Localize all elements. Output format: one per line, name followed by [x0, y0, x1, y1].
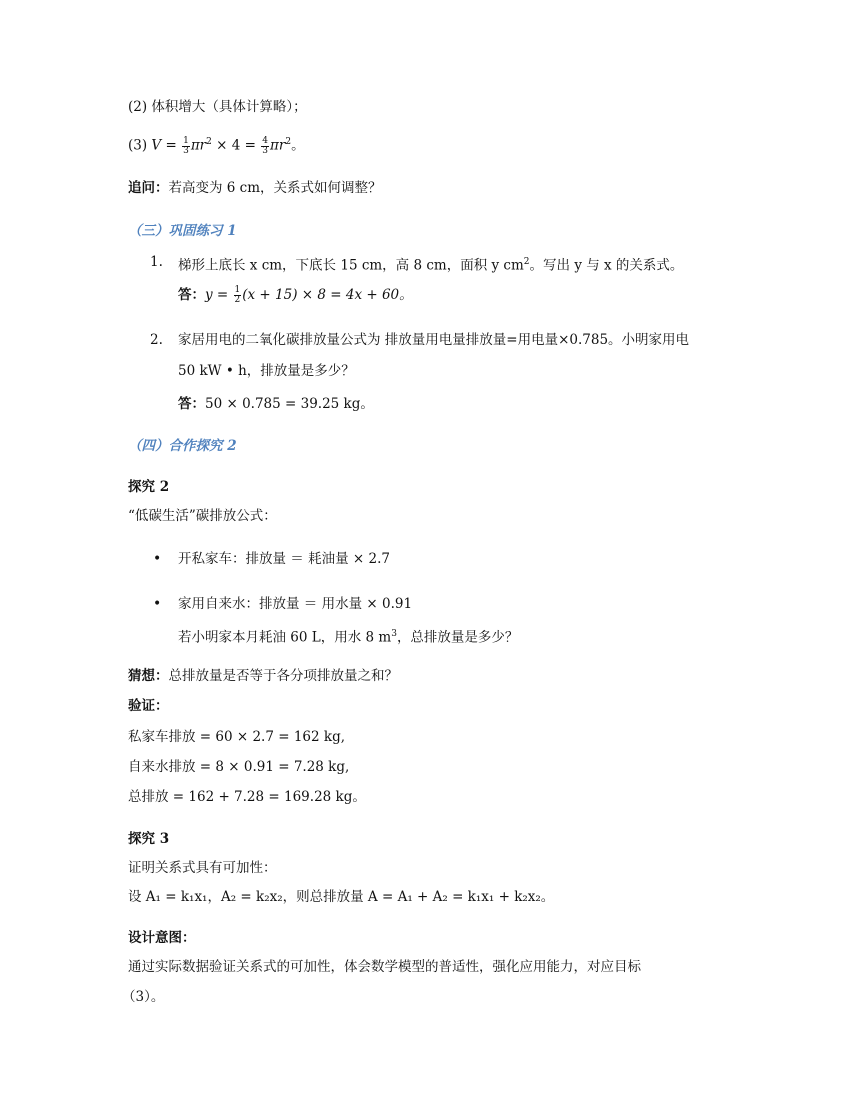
- design-intent-label: 设计意图：: [128, 930, 196, 946]
- exponent: 2: [285, 137, 292, 147]
- section-heading-3: （三）巩固练习 1: [128, 223, 237, 239]
- exercise-2-number: 2.: [150, 332, 163, 348]
- fraction-denominator: 3: [262, 145, 268, 156]
- fraction: [234, 286, 242, 305]
- exercise-2-text: 家居用电的二氧化碳排放量公式为 排放量用电量排放量=用电量×0.785。小明家用电: [178, 332, 690, 348]
- exercise-1-text-b: 。写出 y 与 x 的关系式。: [529, 257, 684, 274]
- fraction-numerator: 1: [234, 285, 241, 295]
- guess-line: [128, 666, 398, 686]
- set-formula-line: 设 A₁ = k₁x₁，A₂ = k₂x₂，则总排放量 A = A₁ + A₂ = k₁x₁ + k₂x₂。: [128, 889, 555, 905]
- exponent: 3: [391, 629, 397, 639]
- exercise-2-answer: [178, 394, 374, 414]
- question-text-b: ，总排放量是多少？: [396, 629, 519, 646]
- answer-text: 50 × 0.785 = 39.25 kg。: [205, 396, 374, 412]
- verify-line-total: 总排放 = 162 + 7.28 = 169.28 kg。: [128, 789, 366, 805]
- exercise-1-number: 1.: [150, 254, 163, 270]
- exercise-1-text-a: 梯形上底长 x cm，下底长 15 cm，高 8 cm，面积 y cm: [178, 257, 524, 274]
- formula-part: 。: [291, 137, 305, 154]
- guess-text: 总排放量是否等于各分项排放量之和？: [168, 668, 398, 684]
- followup-label: 追问：: [128, 180, 169, 196]
- formula-part: πr: [270, 137, 286, 154]
- answer-line-2: (2) 体积增大（具体计算略）；: [128, 99, 307, 115]
- verify-line-car: 私家车排放 = 60 × 2.7 = 162 kg,: [128, 729, 346, 745]
- fraction: [261, 137, 269, 156]
- guess-label: 猜想：: [128, 668, 169, 684]
- answer-label: 答：: [178, 396, 205, 412]
- item-prefix: (3): [128, 137, 152, 154]
- followup-text: 若高变为 6 cm，关系式如何调整？: [168, 180, 382, 196]
- followup-question: [128, 178, 382, 198]
- question-text-a: 若小明家本月耗油 60 L，用水 8 m: [178, 629, 392, 646]
- section-heading-4: （四）合作探究 2: [128, 438, 237, 454]
- bullet-item-water: 家用自来水：排放量 ＝ 用水量 × 0.91: [178, 596, 413, 612]
- formula-part: (x + 15) × 8 = 4x + 60。: [242, 287, 413, 303]
- design-intent-text: 通过实际数据验证关系式的可加性，体会数学模型的普适性，强化应用能力，对应目标: [128, 959, 641, 975]
- exponent: 2: [523, 257, 530, 267]
- fraction-denominator: 3: [183, 145, 189, 156]
- verify-label: 验证：: [128, 698, 169, 714]
- formula-part: V =: [151, 137, 182, 154]
- answer-line-3: [128, 132, 305, 156]
- fraction-numerator: 1: [183, 135, 189, 146]
- formula-part: y =: [205, 287, 233, 303]
- bullet-dot: •: [153, 551, 162, 567]
- exercise-2-text-cont: 50 kW • h，排放量是多少？: [178, 363, 355, 379]
- bullet-dot: •: [153, 596, 162, 612]
- fraction: [182, 137, 190, 156]
- explore-3-title: 探究 3: [128, 831, 170, 847]
- verify-line-water: 自来水排放 = 8 × 0.91 = 7.28 kg,: [128, 759, 350, 775]
- formula-part: πr: [190, 137, 207, 154]
- design-intent-text-cont: （3）。: [122, 989, 165, 1005]
- low-carbon-intro: “低碳生活”碳排放公式：: [128, 508, 277, 524]
- bullet-item-car: 开私家车：排放量 ＝ 耗油量 × 2.7: [178, 551, 390, 567]
- exercise-1-text: [178, 252, 683, 276]
- exercise-1-answer: [178, 285, 413, 305]
- formula-part: × 4 =: [211, 137, 261, 154]
- prove-statement: 证明关系式具有可加性：: [128, 860, 277, 876]
- explore-2-title: 探究 2: [128, 479, 170, 495]
- answer-label: 答：: [178, 287, 205, 303]
- fraction-denominator: 2: [234, 295, 241, 305]
- fraction-numerator: 4: [262, 135, 268, 146]
- question-total: [178, 624, 518, 648]
- exponent: 2: [206, 137, 212, 147]
